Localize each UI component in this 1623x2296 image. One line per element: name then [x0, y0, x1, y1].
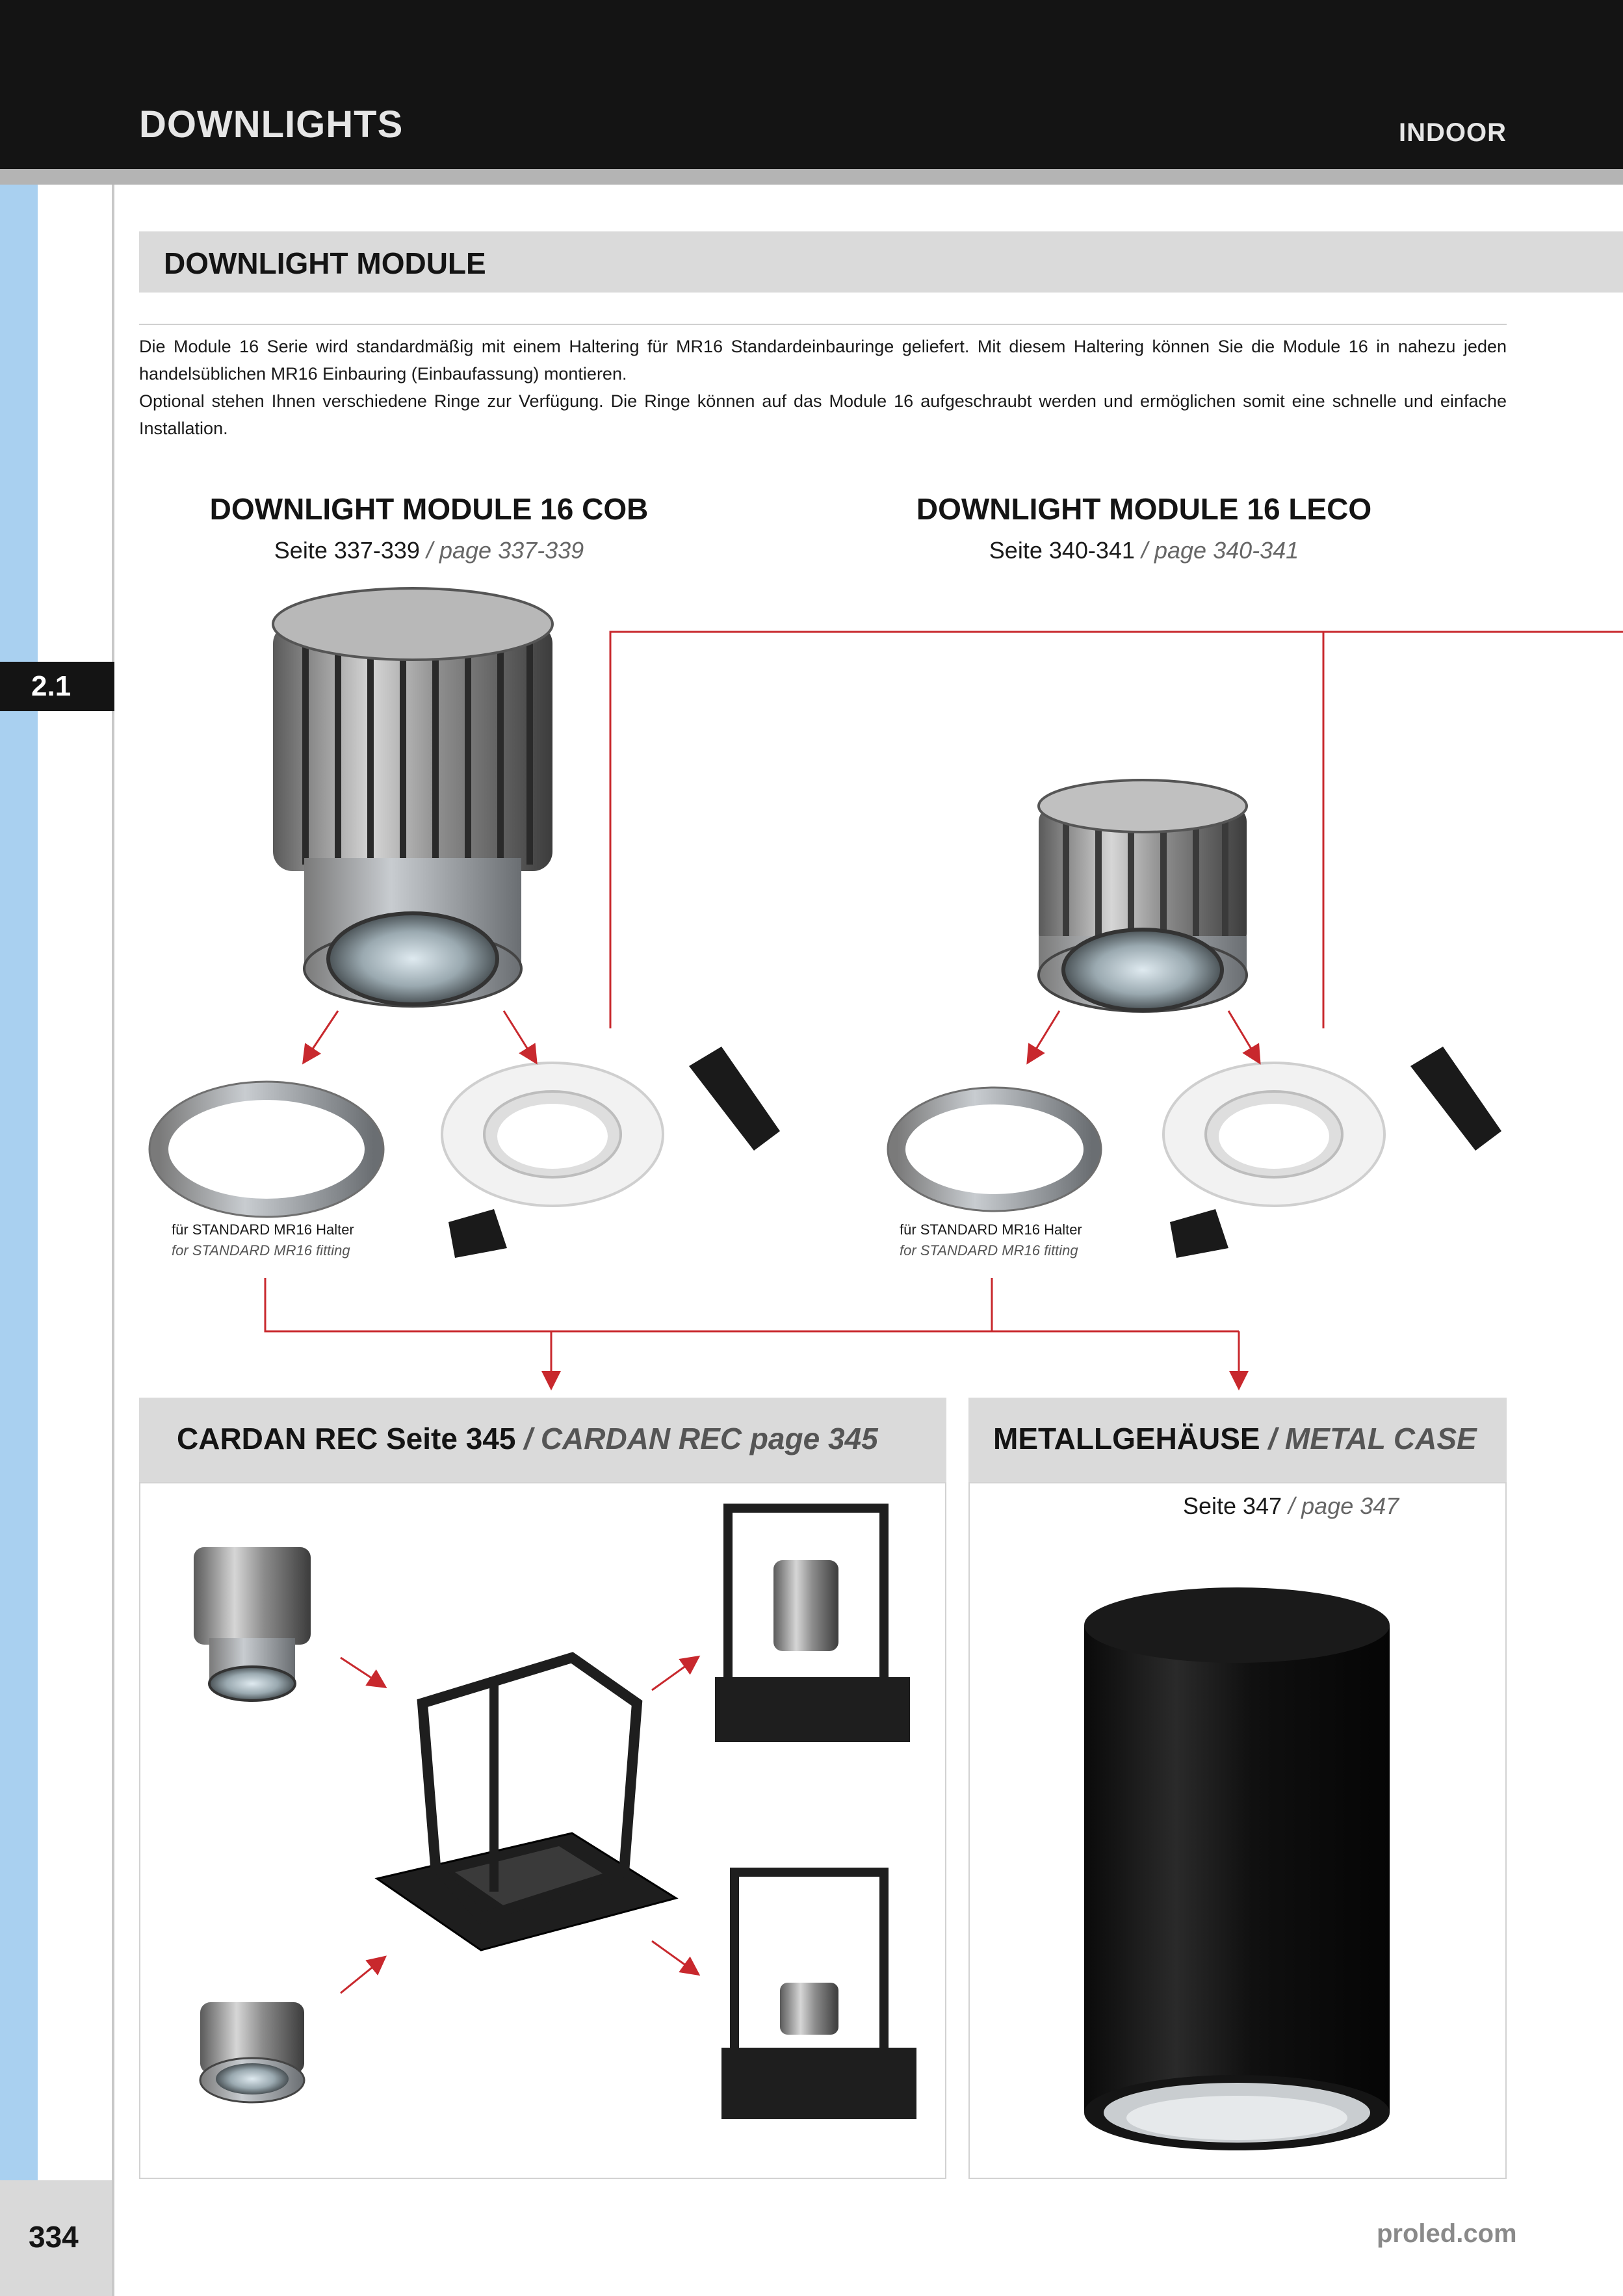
- module-16-cob-image: [273, 588, 552, 1006]
- fitting-note-leco-en: for STANDARD MR16 fitting: [900, 1242, 1078, 1259]
- ring-leco-image: [888, 1088, 1101, 1211]
- fitting-note-leco-de: für STANDARD MR16 Halter: [900, 1221, 1082, 1238]
- cardan-assembly-top-image: [715, 1508, 910, 1742]
- fitting-note-cob-en: for STANDARD MR16 fitting: [172, 1242, 350, 1259]
- cardan-title-de: CARDAN REC Seite 345: [177, 1422, 516, 1455]
- product-page-cob: / page 337-339: [426, 537, 584, 564]
- page-number: 334: [29, 2220, 79, 2254]
- metal-case-image: [1084, 1587, 1390, 2150]
- mr16-fitting-leco-image: [1163, 1047, 1501, 1258]
- fitting-note-cob-de: für STANDARD MR16 Halter: [172, 1221, 354, 1238]
- cardan-assembly-bottom-image: [721, 1872, 916, 2119]
- cardan-frame-image: [377, 1658, 676, 1950]
- metal-case-title-en: / METAL CASE: [1268, 1422, 1477, 1455]
- mr16-fitting-cob-image: [442, 1047, 780, 1258]
- section-title: DOWNLIGHT MODULE: [164, 246, 486, 280]
- product-title-leco: DOWNLIGHT MODULE 16 LECO: [916, 492, 1372, 526]
- footer-url[interactable]: proled.com: [1377, 2219, 1517, 2248]
- metal-case-page: / page 347: [1288, 1493, 1399, 1519]
- module-16-leco-image: [1039, 780, 1247, 1011]
- product-seite-leco: Seite 340-341: [989, 537, 1135, 564]
- product-seite-cob: Seite 337-339: [274, 537, 420, 564]
- header-title: DOWNLIGHTS: [139, 103, 404, 146]
- intro-paragraph-2: Optional stehen Ihnen verschiedene Ringe zur Verfügung. Die Ringe können auf das Module 16 aufgeschraubt werden und ermöglichen somit eine schnelle und einfache Installation.: [139, 391, 1507, 438]
- product-title-cob: DOWNLIGHT MODULE 16 COB: [209, 492, 649, 526]
- intro-paragraph-1: Die Module 16 Serie wird standardmäßig mit einem Haltering für MR16 Standardeinbauringe geliefert. Mit diesem Haltering können Sie die Module 16 in nahezu jeden handelsüblichen MR16 Einbauring (Einbaufassung) montieren.: [139, 337, 1507, 384]
- metal-case-seite: Seite 347: [1183, 1493, 1282, 1519]
- cardan-leco-module-image: [200, 2002, 304, 2102]
- metal-case-title-de: METALLGEHÄUSE: [993, 1422, 1260, 1455]
- ring-cob-image: [149, 1082, 383, 1217]
- cardan-title-en: / CARDAN REC page 345: [524, 1422, 878, 1455]
- product-page-leco: / page 340-341: [1141, 537, 1299, 564]
- chapter-tab: 2.1: [0, 662, 114, 711]
- header-category: INDOOR: [1399, 118, 1507, 147]
- cardan-cob-module-image: [194, 1547, 311, 1701]
